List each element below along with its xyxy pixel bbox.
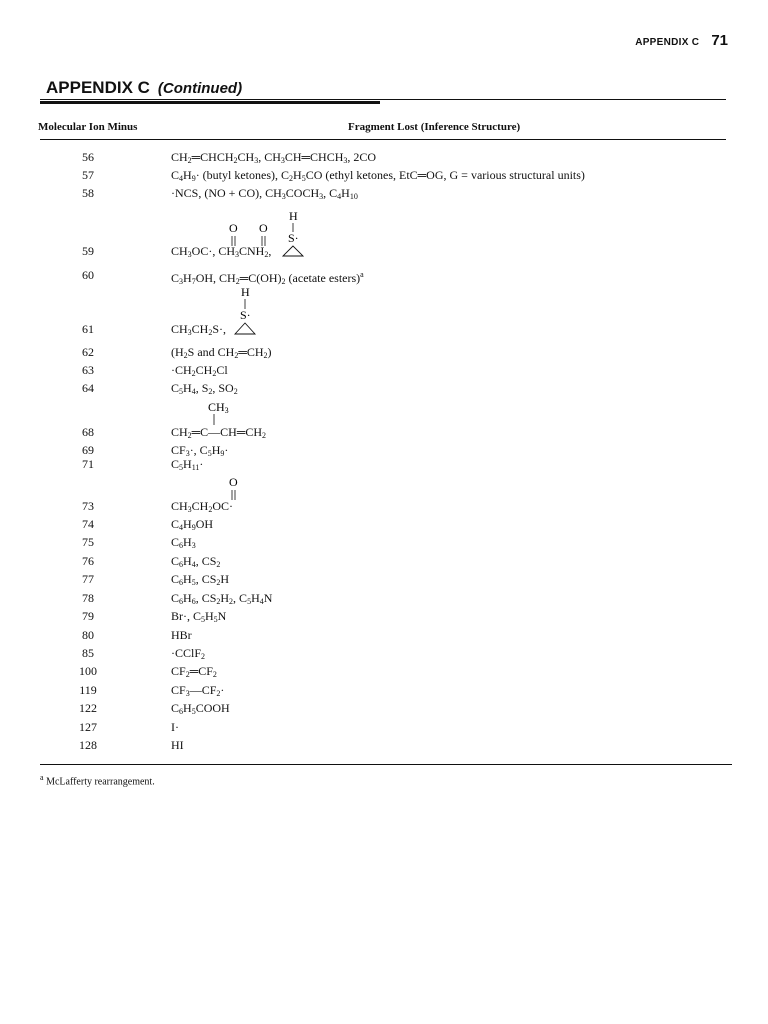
fragment-text: $\cdot CH_2CH_2Cl$ [171,363,228,378]
table-bottom-rule [40,764,732,765]
mass-value: 58 [82,186,94,200]
footnote-mark: a [40,773,44,782]
mass-value: 119 [79,683,97,697]
footnote [40,773,155,787]
footnote-text: McLafferty rearrangement. [46,776,155,788]
mass-value: 79 [82,609,94,623]
running-head [635,32,728,49]
column-header-molecular-ion: Molecular Ion Minus [38,121,138,133]
mass-value: 127 [79,720,97,734]
mass-value: 60 [82,268,94,282]
structure-61 [171,284,271,338]
mass-value: 128 [79,738,97,752]
fragment-text: Br·, $C_5H_5N$ [171,609,227,624]
page-number: 71 [711,32,728,49]
mass-value: 64 [82,381,94,395]
title-continued: (Continued) [157,80,243,97]
hydrogen-label: H [289,209,298,223]
fragment-text: $C_5H_4$, $S_2$, $SO_2$ [171,381,238,396]
mass-value: 62 [82,345,94,359]
mass-value: 61 [82,322,94,336]
fragment-text: $C_4H_9OH$ [171,517,214,532]
page-title [46,78,242,98]
title-main: APPENDIX C [46,78,150,97]
structure-73 [171,474,251,502]
fragment-text: $CF_3—CF_2\cdot$ [171,683,225,698]
title-rule-thick [40,101,380,104]
fragment-text: $C_6H_5$, $CS_2H$ [171,572,230,587]
methyl-label: CH3 [208,400,229,415]
structure-68 [171,398,251,426]
thiirane-ring [235,323,255,334]
fragment-text: HI [171,738,184,752]
mass-value: 77 [82,572,94,586]
fragment-text: $CH_2═C—CH═CH_2$ [171,425,267,440]
mass-value: 69 [82,443,94,457]
oxygen-label: O [259,221,268,235]
fragment-text: $C_6H_5COOH$ [171,701,230,716]
fragment-text: $C_5H_{11}\cdot$ [171,457,204,472]
sulfur-label: S· [240,308,251,322]
sulfur-label: S· [288,231,299,245]
mass-value: 57 [82,168,94,182]
fragment-text: ($H_2S$ and $CH_2═CH_2$) [171,345,272,360]
mass-value: 85 [82,646,94,660]
column-header-fragment-lost: Fragment Lost (Inference Structure) [348,121,521,133]
fragment-text: $C_6H_4$, $CS_2$ [171,554,221,569]
fragment-text: $CH_2═CHCH_2CH_3$, $CH_3CH═CHCH_3$, 2CO [171,150,377,165]
fragment-text: $CH_3CH_2S\cdot$, [171,322,227,337]
mass-value: 73 [82,499,94,513]
fragment-text: $CF_3\cdot$, $C_5H_9\cdot$ [171,443,229,458]
mass-value: 100 [79,664,97,678]
mass-value: 63 [82,363,94,377]
title-rule-thin [40,99,726,100]
fragment-text: $C_6H_3$ [171,535,196,550]
mass-value: 56 [82,150,94,164]
running-head-label: APPENDIX C [635,37,700,48]
header-rule [40,139,726,140]
structure-59 [171,208,331,260]
fragment-text: ·NCS, (NO + CO), $CH_3COCH_3$, $C_4H_{10}$ [171,186,358,201]
fragment-text: $CH_3CH_2OC\cdot$ [171,499,234,514]
mass-value: 80 [82,628,94,642]
fragment-text: $C_3H_7OH$, $CH_2═C(OH)_2$ (acetate esters)$^a$ [171,270,364,286]
mass-value: 122 [79,701,97,715]
mass-value: 75 [82,535,94,549]
oxygen-label: O [229,221,238,235]
oxygen-label: O [229,475,238,489]
mass-value: 71 [82,457,94,471]
mass-value: 78 [82,591,94,605]
fragment-text: $C_4H_9\cdot$ (butyl ketones), $C_2H_5CO$ (ethyl ketones, EtC═OG, G = various structural units) [171,168,585,183]
fragment-text: ·CClF$_2$ [171,646,206,661]
thiirane-ring [283,246,303,256]
mass-value: 68 [82,425,94,439]
fragment-text: $CH_3OC\cdot$, $CH_3CNH_2$, [171,244,272,259]
fragment-text: HBr [171,628,192,642]
fragment-text: $C_6H_6$, $CS_2H_2$, $C_5H_4N$ [171,591,273,606]
mass-value: 59 [82,244,94,258]
mass-value: 76 [82,554,94,568]
fragment-text: I· [171,720,179,734]
hydrogen-label: H [241,285,250,299]
fragment-text: $CF_2═CF_2$ [171,664,217,679]
mass-value: 74 [82,517,94,531]
